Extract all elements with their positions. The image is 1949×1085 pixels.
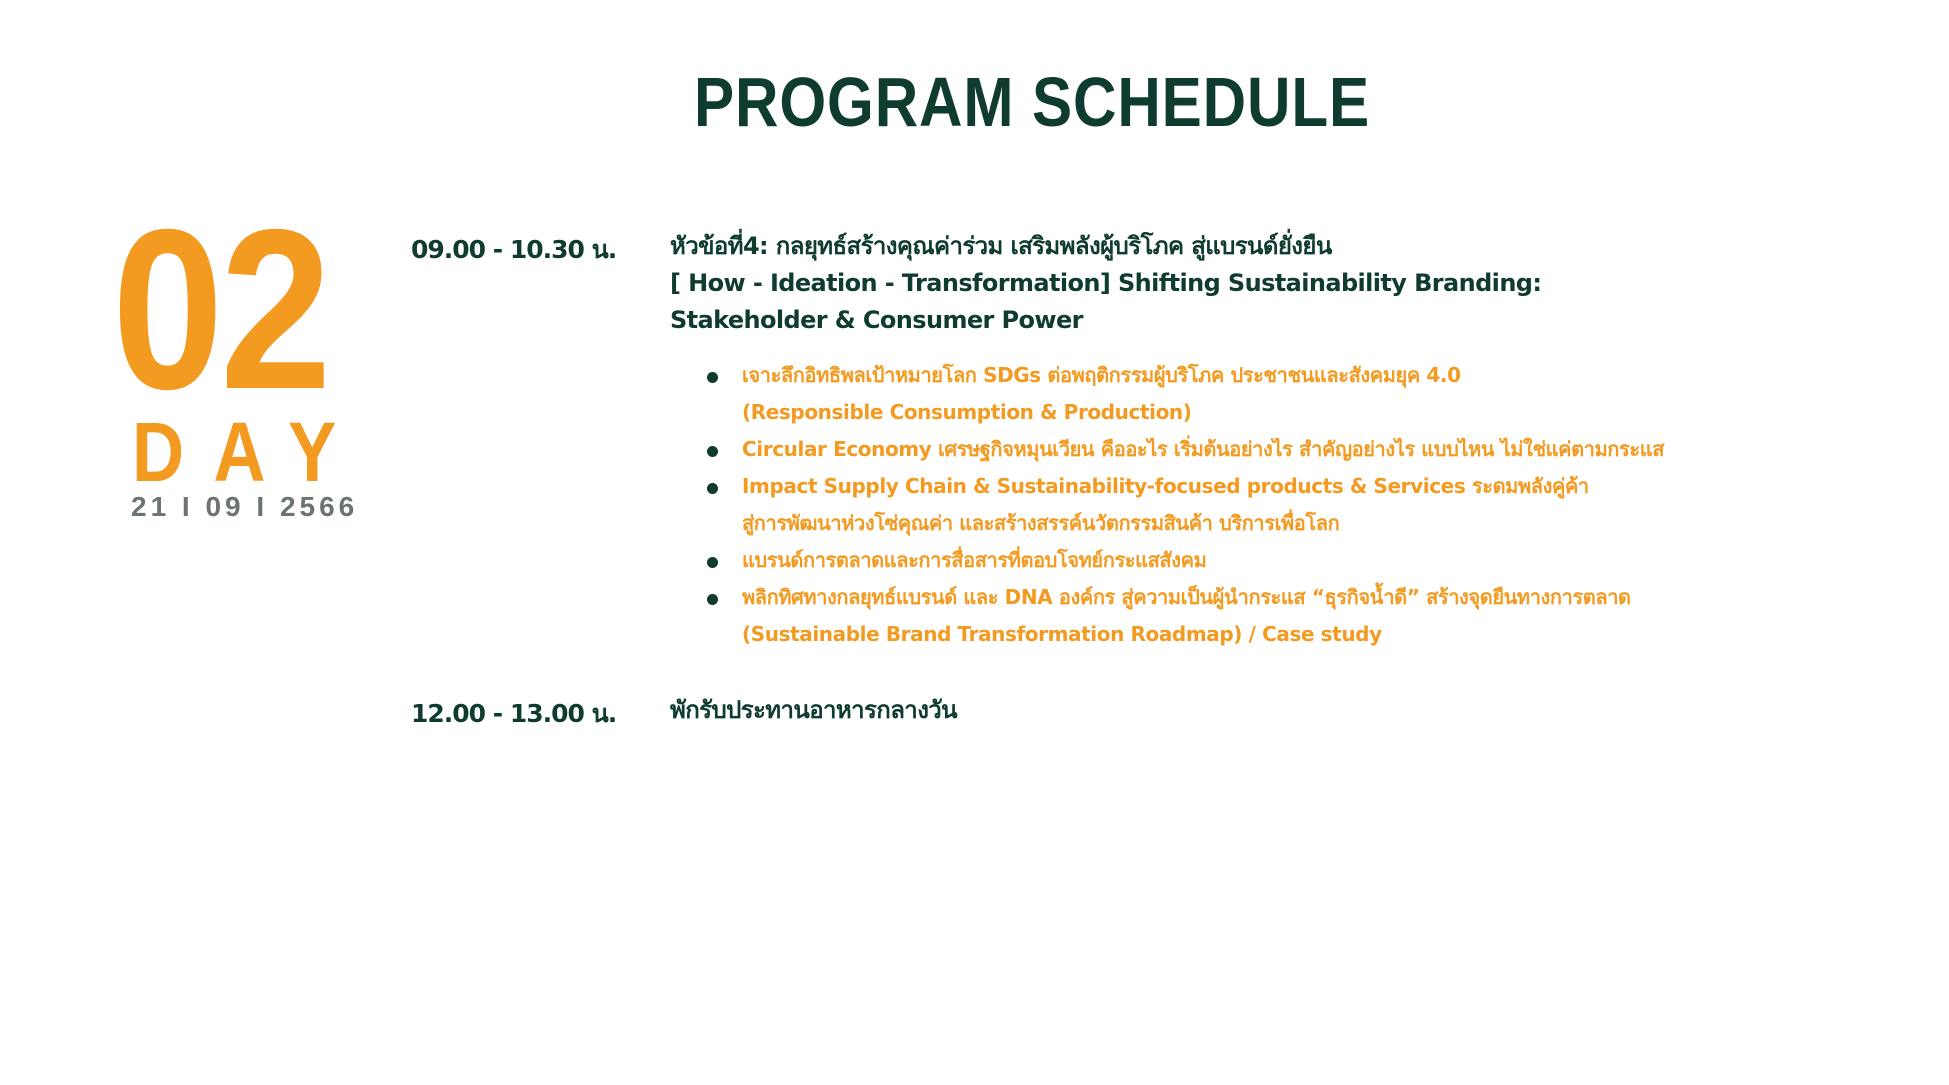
day-number: 02 <box>112 183 329 437</box>
list-item <box>704 542 1664 579</box>
list-item-text: พลิกทิศทางกลยุทธ์แบรนด์ และ DNA องค์กร สู่ความเป็นผู้นำกระแส “ธุรกิจน้ำดี” สร้างจุดยืนทางการตลาด <box>742 585 1631 609</box>
list-item-text: Circular Economy เศรษฐกิจหมุนเวียน คืออะไร เริ่มต้นอย่างไร สำคัญอย่างไร แบบไหน ไม่ใช่แค่ตามกระแส <box>742 437 1664 461</box>
list-item-text: เจาะลึกอิทธิพลเป้าหมายโลก SDGs ต่อพฤติกรรมผู้บริโภค ประชาชนและสังคมยุค 4.0 <box>742 363 1461 387</box>
list-item <box>704 357 1664 431</box>
session-time: 09.00 - 10.30 น. <box>411 235 617 264</box>
topic-list <box>704 357 1664 653</box>
list-item-text: สู่การพัฒนาห่วงโซ่คุณค่า และสร้างสรรค์นวัตกรรมสินค้า บริการเพื่อโลก <box>742 511 1340 535</box>
bullet-icon <box>707 557 718 568</box>
session-title-line: พักรับประทานอาหารกลางวัน <box>670 696 957 724</box>
page-title: PROGRAM SCHEDULE <box>693 63 1370 141</box>
session-title-line: Stakeholder & Consumer Power <box>670 306 1083 334</box>
list-item-text: (Sustainable Brand Transformation Roadmap) / Case study <box>742 622 1382 646</box>
day-date: 21 I 09 I 2566 <box>131 491 359 522</box>
list-item-text: (Responsible Consumption & Production) <box>742 400 1192 424</box>
list-item-text: Impact Supply Chain & Sustainability-focused products & Services ระดมพลังคู่ค้า <box>742 474 1589 498</box>
bullet-icon <box>707 372 718 383</box>
session-title-line: [ How - Ideation - Transformation] Shifting Sustainability Branding: <box>670 269 1542 297</box>
list-item-text: แบรนด์การตลาดและการสื่อสารที่ตอบโจทย์กระแสสังคม <box>742 548 1207 572</box>
session-title <box>670 228 1541 339</box>
list-item <box>704 579 1664 653</box>
session-title <box>670 692 957 729</box>
session-time: 12.00 - 13.00 น. <box>411 699 617 728</box>
bullet-icon <box>707 446 718 457</box>
bullet-icon <box>707 483 718 494</box>
day-label: DAY <box>132 405 366 499</box>
session-title-line: หัวข้อที่4: กลยุทธ์สร้างคุณค่าร่วม เสริมพลังผู้บริโภค สู่แบรนด์ยั่งยืน <box>670 232 1332 260</box>
list-item <box>704 468 1664 542</box>
list-item <box>704 431 1664 468</box>
bullet-icon <box>707 594 718 605</box>
